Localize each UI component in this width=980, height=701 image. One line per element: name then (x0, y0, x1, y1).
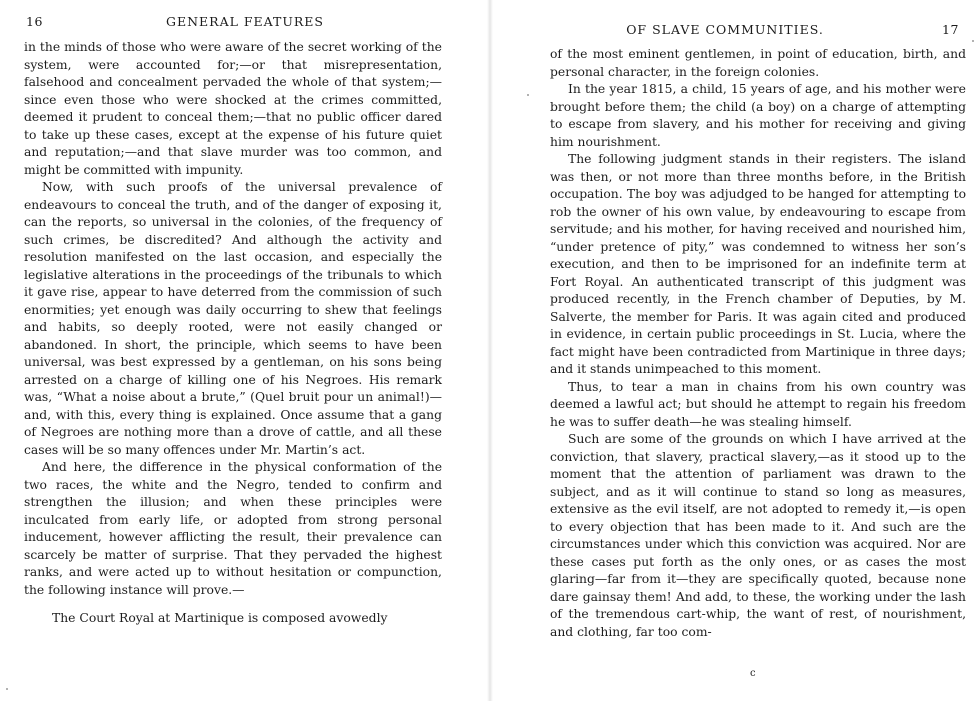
left-page-number: 16 (26, 14, 43, 29)
right-paragraph-2: In the year 1815, a child, 15 years of age, and his mother were brought before them; the child (a boy) on a charge of attempting to escape from slavery, and his mother for receiving and giving him nourishment. (550, 82, 966, 149)
right-paragraph-1: of the most eminent gentlemen, in point of education, birth, and personal character, in the foreign colonies. (550, 47, 966, 79)
left-paragraph-2: Now, with such proofs of the universal prevalence of endeavours to conceal the truth, and of the danger of exposing it, can the reports, so universal in the colonies, of the frequency of such crimes, be discredited? And although the activity and resolution manifested on the last occasion, and especially the legislative alterations in the proceedings of the tribunals to which it gave rise, appear to have deterred from the commission of such enormities; yet enough was daily occurring to shew that feelings and habits, so deeply rooted, were not easily changed or abandoned. In short, the principle, which seems to have been universal, was best expressed by a gentleman, on his sons being arrested on a charge of killing one of his Negroes. His remark was, “What a noise about a brute,” (Quel bruit pour un animal!)—and, with this, every thing is explained. Once assume that a gang of Negroes are nothing more than a drove of cattle, and all these cases will be so many offences under Mr. Martin’s act. (24, 180, 442, 457)
left-page-text (24, 39, 442, 628)
paper-speck (527, 94, 529, 96)
right-paragraph-4: Thus, to tear a man in chains from his own country was deemed a lawful act; but should he attempt to regain his freedom he was to suffer death—he was stealing himself. (550, 379, 966, 429)
paper-speck (6, 688, 8, 690)
right-page (490, 0, 980, 701)
right-paragraph-3: The following judgment stands in their registers. The island was then, or not more than three months before, in the British occupation. The boy was adjudged to be hanged for attempting to rob the owner of his own value, by endeavouring to escape from servitude; and his mother, for having received and nourished him, “under pretence of pity,” was condemned to witness her son’s execution, and then to be imprisoned for an indefinite term at Fort Royal. An authenticated transcript of this judgment was produced recently, in the French chamber of Deputies, by M. Salverte, the member for Paris. It was again cited and produced in evidence, in certain public proceedings in St. Lucia, where the fact might have been contradicted from Martinique in three days; and it stands unimpeached to this moment. (550, 152, 966, 376)
left-paragraph-3: And here, the difference in the physical conformation of the two races, the white and the Negro, tended to confirm and strengthen the illusion; and when these principles were inculcated from early life, or adopted from strong personal inducement, however afflicting the result, their prevalence can scarcely be matter of surprise. That they pervaded the highest ranks, and were acted up to without hesitation or compunction, the following instance will prove.— (24, 460, 442, 597)
left-running-head: GENERAL FEATURES (166, 14, 324, 29)
right-running-head: OF SLAVE COMMUNITIES. (626, 22, 824, 37)
right-page-text (550, 46, 966, 641)
right-page-number: 17 (942, 22, 959, 37)
paper-speck (972, 40, 974, 42)
left-paragraph-4: The Court Royal at Martinique is composed avowedly (52, 611, 388, 625)
left-paragraph-1: in the minds of those who were aware of the secret working of the system, were accounted for;—or that misrepresentation, falsehood and concealment pervaded the whole of that system;—since even those who were shocked at the crimes committed, deemed it prudent to conceal them;—that no public officer dared to take up these cases, except at the expense of his future quiet and reputation;—and that slave murder was too common, and might be committed with impunity. (24, 40, 442, 177)
signature-mark: c (750, 668, 756, 679)
right-paragraph-5: Such are some of the grounds on which I have arrived at the conviction, that slavery, practical slavery,—as it stood up to the moment that the attention of parliament was drawn to the subject, and as it will continue to stand so long as measures, extensive as the evil itself, are not adopted to remedy it,—is open to every objection that has been made to it. And such are the circumstances under which this conviction was acquired. Nor are these cases put forth as the only ones, or as cases the most glaring—far from it—they are specifically quoted, because none dare gainsay them! And add, to these, the working under the lash of the tremendous cart-whip, the want of rest, of nourishment, and clothing, far too com- (550, 432, 966, 639)
